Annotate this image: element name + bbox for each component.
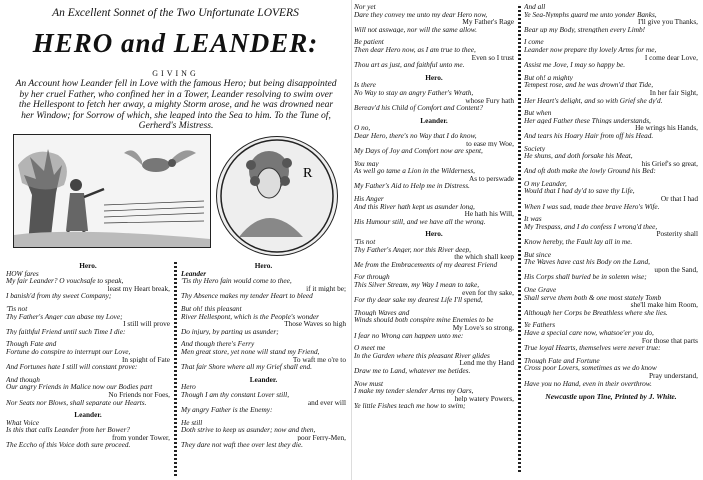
verse-line: O no, [354, 124, 371, 132]
verse-line: You may [354, 159, 379, 168]
verse-line: I banish'd from thy sweet Company; [6, 292, 112, 300]
verse-line: As well go tame a Lion in the Wilderness, [354, 167, 476, 175]
verse-line: HOW fares [6, 269, 39, 278]
verse-line: Leander now prepare thy lovely Arms for me, [524, 45, 657, 54]
verse-line: and ever will [307, 398, 346, 407]
verse-line: His Humour still, and we have all the wrong. [354, 217, 486, 226]
verse-line: Hero. [425, 73, 443, 82]
verse-line: Leander. [420, 116, 448, 125]
verse-line: poor Ferry-Men, [297, 433, 346, 442]
verse-line: Know hereby, the Fault lay all in me. [524, 238, 633, 246]
verse-line: Assist me Jove, I may so happy be. [524, 61, 626, 69]
verse-line: In her fair Sight, [649, 88, 698, 97]
woodcut-hero-portrait [216, 136, 338, 256]
verse-line: Posterity shall [656, 230, 698, 239]
verse-line: My Father's Rage [462, 18, 514, 26]
verse-line: My Days of Joy and Comfort now are spent, [354, 147, 483, 155]
verse-line: One Grave [524, 286, 557, 294]
verse-line: His Anger [354, 195, 384, 203]
verse-line: Have a special care now, whatsoe'er you do, [524, 328, 654, 337]
verse-line: 'Tis not [354, 238, 376, 246]
verse-line: My Trespass, and I do confess I wrong'd thee, [524, 222, 658, 231]
verse-line: Tempest rose, and he was drown'd that Tide, [524, 81, 654, 89]
verse-line: Ye little Fishes teach me how to swim; [354, 402, 466, 410]
verse-line: My angry Father is the Enemy: [181, 406, 273, 414]
verse-line: But when [524, 109, 552, 117]
verse-line: if it might be; [306, 284, 346, 293]
verse-line: My fair Leander? O vouchsafe to speak, [6, 277, 124, 285]
verse-line: least my Heart break, [107, 284, 170, 293]
verse-line: Have you no Hand, even in their overthrow. [524, 379, 652, 388]
verse-line: When I was sad, made thee brave Hero's Wife. [524, 202, 660, 211]
verse-line: Bear up my Body, strengthen every Limb! [524, 25, 646, 34]
verse-line: Her Heart's delight, and so with Grief she dy'd. [524, 96, 663, 105]
verse-line: 'Tis thy Hero fain would come to thee, [181, 277, 292, 285]
verse-line: Or that I had [660, 195, 698, 203]
imprint: Newcastle upon Tine, Printed by J. White. [545, 393, 677, 401]
verse-line: In spight of Fate [121, 355, 170, 364]
main-title: HERO and LEANDER: [32, 28, 319, 58]
verse-line: Cross poor Lovers, sometimes as we do know [524, 364, 657, 372]
verse-line: Hero. [425, 230, 443, 239]
verse-line: Then dear Hero now, as I am true to thee, [354, 45, 476, 54]
verse-line: What Voice [6, 418, 40, 427]
verse-line: Is there [354, 81, 376, 89]
verse-line: Draw me to Land, whatever me betides. [354, 366, 471, 375]
verse-line: And this River hath kept us asunder long, [354, 202, 475, 211]
column-divider [174, 262, 177, 476]
verse-column-3 [354, 3, 514, 410]
verse-line: To waft me o're to [292, 355, 346, 364]
verse-line: He shuns, and doth forsake his Meat, [524, 152, 633, 160]
verse-line: Even so I trust [471, 53, 514, 62]
verse-line: Would that I had dy'd to save thy Life, [524, 187, 635, 196]
verse-line: Do injury, by parting us asunder; [181, 327, 279, 336]
verse-line: she'll make him Room, [630, 301, 698, 309]
verse-line: Hero [181, 383, 196, 391]
verse-line: Will not asswage, nor will the same allow. [354, 25, 477, 34]
verse-line: Me from the Embracements of my dearest Friend [354, 260, 498, 269]
verse-line: My Love's so strong, [452, 323, 514, 332]
verse-line: Although her Corps be Breathless where she lies. [524, 308, 668, 317]
verse-line: For those that parts [641, 336, 698, 345]
verse-line: He still [181, 418, 203, 427]
verse-line: Though I am thy constant Lover still, [181, 390, 290, 399]
verse-line: And all [524, 3, 546, 11]
verse-line: His Corps shall buried be in solemn wise; [524, 273, 647, 281]
giving-label: GIVING [152, 69, 199, 78]
verse-line: Now must [354, 379, 383, 388]
verse-line: upon the Sand, [654, 265, 698, 274]
verse-line: And tears his Hoary Hair from off his Head. [524, 131, 654, 140]
left-page [0, 0, 351, 480]
verse-column-2 [181, 262, 346, 449]
verse-line: I'll give you Thanks, [638, 18, 698, 26]
top-title: An Excellent Sonnet of the Two Unfortunate LOVERS [52, 7, 299, 19]
verse-line: Thy faithful Friend until such Time I die: [6, 327, 126, 336]
verse-line: And though [6, 375, 40, 384]
verse-line: As to perswade [469, 174, 514, 183]
verse-line: O meet me [354, 344, 386, 352]
verse-line: It was [524, 215, 542, 223]
verse-line: Fortune do conspire to interrupt our Love, [6, 347, 131, 356]
verse-line: Her aged Father these Things understands, [524, 116, 651, 125]
verse-line: Though Fate and [6, 340, 57, 348]
verse-line: Thou art as just, and faithful unto me. [354, 61, 465, 69]
woodcut-letter: R [303, 166, 313, 181]
verse-line: But oh! this pleasant [181, 304, 242, 313]
verse-column-1 [6, 262, 170, 449]
verse-line: Thy Father's Anger can abase my Love; [6, 312, 123, 321]
verse-line: his Grief's so great, [641, 159, 698, 168]
verse-line: whose Fury hath [465, 96, 514, 105]
verse-line: Though Fate and Fortune [524, 356, 600, 365]
verse-line: He hath his Will, [464, 210, 514, 218]
verse-line: Leander. [249, 375, 278, 384]
verse-line: Leander. [74, 411, 102, 419]
verse-line: And Fortunes hate I still will constant prove: [6, 363, 138, 371]
verse-line: For through [354, 273, 390, 281]
verse-line: Our angry Friends in Malice now our Bodies part [6, 383, 153, 391]
verse-line: But since [524, 250, 551, 259]
summary-text: An Account how Leander fell in Love with the famous Hero; but being disappointed by her cruel Father, who confined her in a Tower, Leander resolving to swim over the Hellespont to fetch her away, a mighty Storm arose, and he was drowned near her Window; for Sorrow of which, she leaped into the Sea to him. To the Tune of, Gerherd's Mistress. [15, 78, 337, 132]
verse-line: I still will prove [123, 320, 170, 328]
verse-line: Bereav'd his Child of Comfort and Content? [354, 104, 483, 112]
verse-line: I come dear Love, [644, 53, 698, 62]
column-divider [518, 6, 521, 472]
verse-line: O my Leander, [524, 179, 567, 188]
verse-line: I make my tender slender Arms my Oars, [354, 387, 474, 395]
verse-line: In the Garden where this pleasant River glides [354, 351, 490, 360]
verse-line: And though there's Ferry [181, 340, 255, 348]
verse-line: Is this that calls Leander from her Bower? [6, 426, 130, 434]
verse-column-4 [524, 3, 698, 401]
verse-line: They dare not waft thee over lest they die. [181, 441, 303, 450]
verse-line: The Eccho of this Voice doth sure proceed. [6, 441, 131, 450]
verse-line: And oft doth make the lowly Ground his Bed: [524, 167, 656, 175]
verse-line: No Way to stay an angry Father's Wrath, [354, 88, 474, 97]
verse-line: Doth strive to keep us asunder; now and then, [181, 426, 316, 434]
verse-line: Hero. [254, 262, 273, 270]
verse-line: Those Waves so high [284, 320, 346, 328]
verse-line: Leander [181, 269, 207, 278]
verse-line: But oh! a mighty [524, 73, 573, 82]
verse-line: Lend me thy Hand [459, 359, 514, 367]
verse-line: This Silver Stream, my Way I mean to take, [354, 281, 480, 289]
verse-line: Dear Hero, there's no Way that I do know, [354, 131, 477, 140]
verse-line: Ye Fathers [524, 321, 556, 329]
verse-line: 'Tis not [6, 304, 28, 313]
verse-line: I come [524, 38, 544, 46]
verse-line: Shall serve them both & one most stately Tomb [524, 293, 662, 302]
verse-line: True loyal Hearts, themselves were never true: [524, 344, 661, 352]
verse-line: Society [524, 144, 546, 153]
verse-line: Thy Father's Anger, nor this River deep, [354, 245, 471, 254]
verse-line: Be patient [354, 38, 384, 46]
verse-line: River Hellespont, which is the People's wonder [181, 312, 319, 321]
verse-line: to ease my Woe, [466, 139, 514, 148]
verse-line: from yonder Tower, [111, 433, 170, 442]
verse-line: The Waves have cast his Body on the Land, [524, 258, 650, 266]
verse-line: Hero. [79, 262, 97, 270]
verse-line: Nor yet [354, 3, 376, 11]
verse-line: No Friends nor Foes, [108, 390, 170, 399]
verse-line: Though Waves and [354, 308, 410, 317]
right-page [352, 0, 703, 480]
verse-line: That fair Shore where all my Grief shall end. [181, 363, 312, 371]
verse-line: Nor Seats nor Blows, shall separate our Hearts. [6, 398, 147, 407]
verse-line: Dare they convey me unto my dear Hero now, [354, 10, 488, 19]
woodcut-leander-illustration [13, 134, 211, 248]
verse-line: even for thy sake, [462, 288, 514, 297]
verse-line: Ye Sea-Nymphs guard me unto yonder Banks, [524, 10, 657, 19]
verse-line: Men great store, yet none will stand my Friend, [181, 347, 320, 356]
verse-line: My Father's Aid to Help me in Distress. [354, 182, 470, 191]
verse-line: I fear no Wrong can happen unto me: [354, 331, 464, 340]
verse-line: help watery Powers, [454, 394, 514, 403]
verse-line: He wrings his Hands, [635, 124, 698, 132]
verse-line: Pray understand, [648, 371, 698, 380]
verse-line: Thy Absence makes my tender Heart to bleed [181, 292, 313, 300]
verse-line: Winds should both conspire mine Enemies to be [354, 316, 494, 324]
verse-line: the which shall keep [454, 253, 514, 261]
verse-line: For thy dear sake my dearest Life I'll spend, [354, 296, 483, 304]
